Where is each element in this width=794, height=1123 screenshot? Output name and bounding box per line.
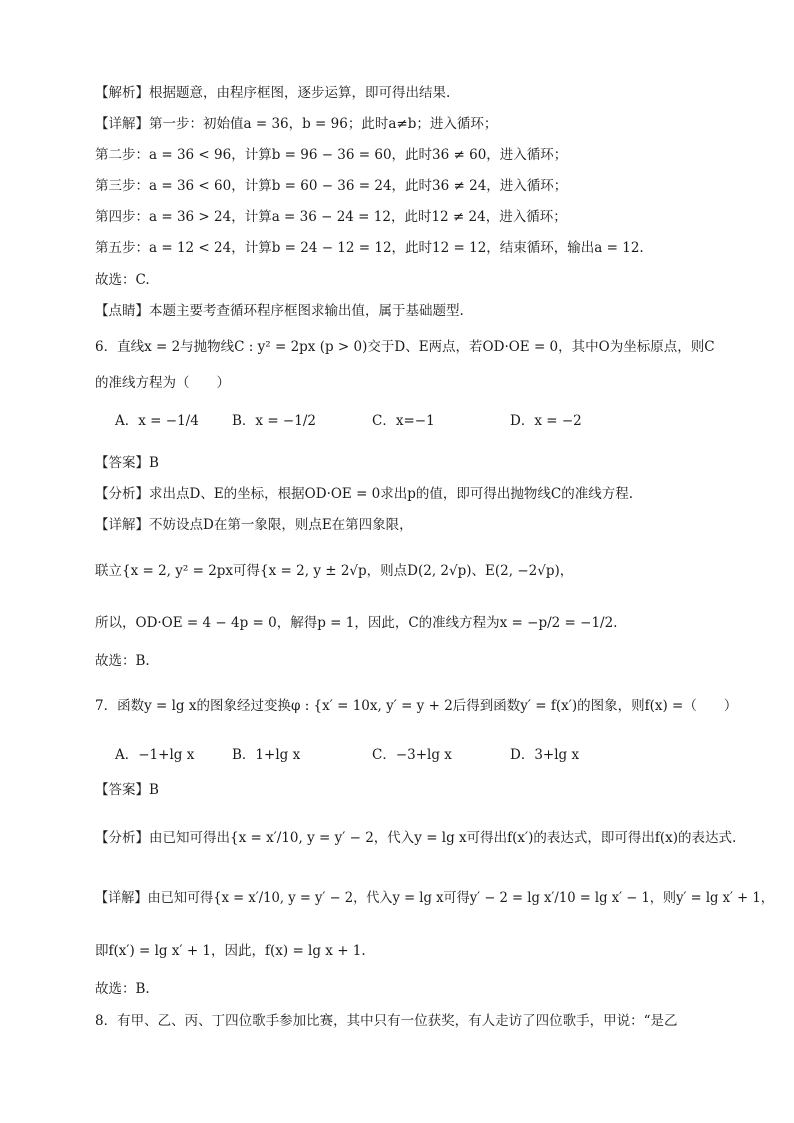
- q6-option-c: C．x=−1: [372, 413, 435, 429]
- q7-choose: 故选：B.: [95, 981, 150, 997]
- comment-text: 本题主要考查循环程序框图求输出值，属于基础题型.: [149, 303, 464, 319]
- q6-choose: 故选：B.: [95, 653, 150, 669]
- p5-step5: 第五步：a = 12 < 24，计算b = 24 − 12 = 12，此时12 = 12，结束循环，输出a = 12.: [95, 240, 644, 256]
- analysis-text: 由已知可得出{x = x′/10, y = y′ − 2，代入y = lg x可得出f(x′)的表达式，即可得出f(x)的表达式.: [149, 830, 737, 846]
- answer-value: B: [149, 782, 159, 798]
- q7-stem: 7．函数y = lg x的图象经过变换φ : {x′ = 10x, y′ = y + 2后得到函数y′ = f(x′)的图象，则f(x) =（ ）: [95, 698, 738, 714]
- q6-stem-line1: 6．直线x = 2与抛物线C : y² = 2px (p > 0)交于D、E两点，若OD·OE = 0，其中O为坐标原点，则C: [95, 339, 715, 355]
- q7-detail-line2: 即f(x′) = lg x′ + 1，因此，f(x) = lg x + 1.: [95, 943, 366, 959]
- q6-detail-line2: 联立{x = 2, y² = 2px可得{x = 2, y ± 2√p，则点D(2, 2√p)、E(2, −2√p)，: [95, 563, 574, 579]
- q7-answer-line: [95, 781, 159, 799]
- detail-step1: 第一步：初始值a = 36，b = 96；此时a≠b；进入循环；: [149, 116, 498, 132]
- q7-detail-line1: [95, 889, 774, 907]
- detail-tag: 【详解】: [95, 517, 149, 533]
- answer-tag: 【答案】: [95, 455, 149, 471]
- p5-analysis-line: [95, 84, 450, 102]
- p5-choose: 故选：C.: [95, 272, 150, 288]
- q6-answer-line: [95, 454, 159, 472]
- q7-option-a: A．−1+lg x: [115, 747, 195, 763]
- q8-stem: 8．有甲、乙、丙、丁四位歌手参加比赛，其中只有一位获奖，有人走访了四位歌手，甲说：“是乙: [95, 1013, 678, 1029]
- analysis-tag: 【分析】: [95, 486, 149, 502]
- p5-detail-line: [95, 115, 497, 133]
- q6-detail-line3: 所以，OD·OE = 4 − 4p = 0，解得p = 1，因此，C的准线方程为x = −p/2 = −1/2.: [95, 615, 618, 631]
- answer-value: B: [149, 455, 159, 471]
- p5-step3: 第三步：a = 36 < 60，计算b = 60 − 36 = 24，此时36 ≠ 24，进入循环；: [95, 178, 568, 194]
- p5-step4: 第四步：a = 36 > 24，计算a = 36 − 24 = 12，此时12 ≠ 24，进入循环；: [95, 209, 567, 225]
- p5-comment-line: [95, 302, 464, 320]
- p5-step2: 第二步：a = 36 < 96，计算b = 96 − 36 = 60，此时36 ≠ 60，进入循环；: [95, 147, 568, 163]
- analysis-tag: 【分析】: [95, 830, 149, 846]
- q6-stem-line2: 的准线方程为（ ）: [95, 375, 230, 391]
- q7-option-c: C．−3+lg x: [372, 747, 452, 763]
- q7-option-d: D．3+lg x: [510, 747, 580, 763]
- analysis-text: 根据题意，由程序框图，逐步运算，即可得出结果.: [149, 85, 451, 101]
- q6-analysis-line: [95, 485, 633, 503]
- answer-tag: 【答案】: [95, 782, 149, 798]
- detail-text: 由已知可得{x = x′/10, y = y′ − 2，代入y = lg x可得y′ − 2 = lg x′/10 = lg x′ − 1，则y′ = lg x′ + 1，: [147, 890, 774, 906]
- analysis-tag: 【解析】: [95, 85, 149, 101]
- q7-analysis-line: [95, 829, 736, 847]
- comment-tag: 【点睛】: [95, 303, 149, 319]
- q6-detail-line1: [95, 516, 413, 534]
- detail-tag: 【详解】: [95, 890, 148, 906]
- analysis-text: 求出点D、E的坐标，根据OD·OE = 0求出p的值，即可得出抛物线C的准线方程.: [149, 486, 634, 502]
- q6-option-b: B．x = −1/2: [232, 413, 316, 429]
- detail-text: 不妨设点D在第一象限，则点E在第四象限，: [149, 517, 413, 533]
- q6-option-d: D．x = −2: [510, 413, 582, 429]
- detail-tag: 【详解】: [95, 116, 149, 132]
- q6-option-a: A．x = −1/4: [115, 413, 199, 429]
- q7-option-b: B．1+lg x: [232, 747, 301, 763]
